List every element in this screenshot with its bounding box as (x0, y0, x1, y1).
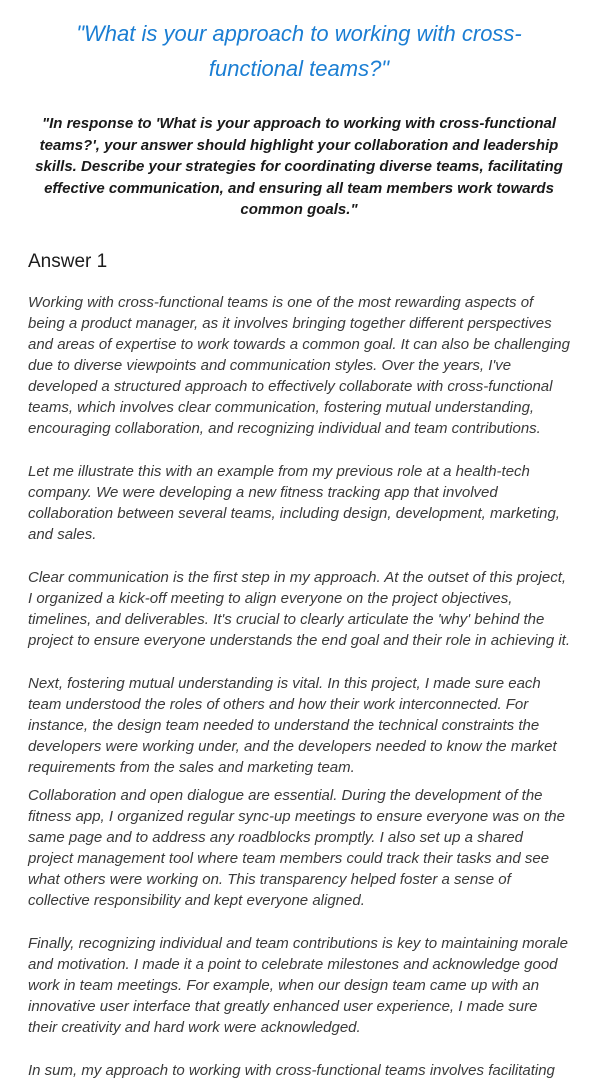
answer-paragraph: Let me illustrate this with an example from my previous role at a health-tech company. We were developing a new fitness tracking app that involved collaboration between several teams, including design, development, marketing, and sales. (28, 462, 560, 543)
prompt-instructions: "In response to 'What is your approach to working with cross-functional teams?', your answer should highlight your collaboration and leadership skills. Describe your strategies for coordinating diverse teams, facilitating effective communication, and ensuring all team members work towards common goals." (35, 115, 563, 218)
answer-paragraph: Working with cross-functional teams is one of the most rewarding aspects of being a product manager, as it involves bringing together different perspectives and areas of expertise to work towards a common goal. It can also be challenging due to diverse viewpoints and communication styles. Over the years, I've developed a structured approach to effectively collaborate with cross-functional teams, which involves clear communication, fostering mutual understanding, encouraging collaboration, and recognizing individual and team contributions. (28, 293, 570, 437)
answer-paragraph: In sum, my approach to working with cross-functional teams involves facilitating (28, 1061, 555, 1079)
answer-heading: Answer 1 (28, 250, 108, 272)
answer-paragraph: Clear communication is the first step in my approach. At the outset of this project, I organized a kick-off meeting to align everyone on the project objectives, timelines, and deliverables. It's crucial to clearly articulate the 'why' behind the project to ensure everyone understands the end goal and their role in achieving it. (28, 568, 571, 649)
answer-paragraph: Next, fostering mutual understanding is vital. In this project, I made sure each team understood the roles of others and how their work interconnected. For instance, the design team needed to understand the technical constraints the developers were working under, and the developers needed to know the market requirements from the sales and marketing team. (28, 674, 557, 776)
answer-paragraph: Collaboration and open dialogue are essential. During the development of the fitness app, I organized regular sync-up meetings to ensure everyone was on the same page and to address any roadblocks promptly. I also set up a shared project management tool where team members could track their tasks and see what others were working on. This transparency helped foster a sense of collective responsibility and kept everyone aligned. (28, 786, 565, 909)
question-title: "What is your approach to working with cross-functional teams?" (76, 21, 522, 81)
answer-paragraph: Finally, recognizing individual and team contributions is key to maintaining morale and motivation. I made it a point to celebrate milestones and acknowledge good work in team meetings. For example, when our design team came up with an innovative user interface that greatly enhanced user experience, I made sure their creativity and hard work were acknowledged. (28, 934, 568, 1036)
